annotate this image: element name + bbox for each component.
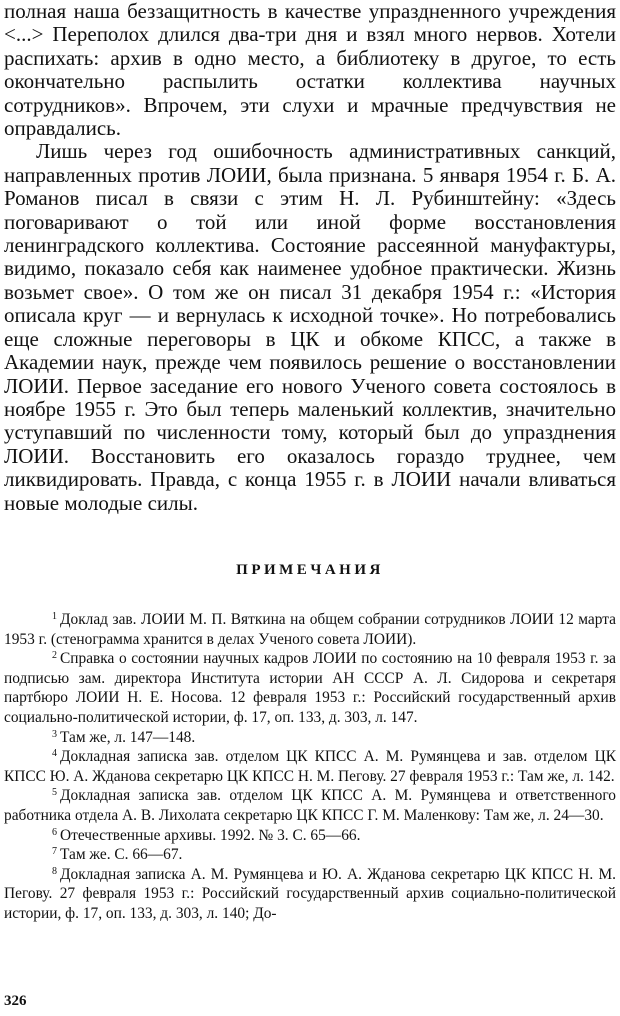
paragraph-continuation: полная наша беззащитность в качестве упраздненного учреждения <...> Переполох длился два-три дня и взял много нервов. Хотели распихать: архив в одно место, а библиотеку в другое, то есть окончательно распылить остатки коллектива научных сотрудников». Впрочем, эти слухи и мрачные предчувствия не оправдались. bbox=[4, 0, 616, 141]
paragraph: Лишь через год ошибочность административных санкций, направленных против ЛОИИ, была признана. 5 января 1954 г. Б. А. Романов писал в связи с этим Н. Л. Рубинштейну: «Здесь поговаривают о той или иной форме восстановления ленинградского коллектива. Состояние рассеянной мануфактуры, видимо, показало себя как наименее удобное практически. Жизнь возьмет свое». О том же он писал 31 декабря 1954 г.: «История описала круг — и вернулась к исходной точке». Но потребовались еще сложные переговоры в ЦК и обкоме КПСС, а также в Академии наук, прежде чем появилось решение о восстановлении ЛОИИ. Первое заседание его нового Ученого совета состоялось в ноябре 1955 г. Это был теперь маленький коллектив, значительно уступавший по численности тому, который был до упразднения ЛОИИ. Восстановить его оказалось гораздо труднее, чем ликвидировать. Правда, с конца 1955 г. в ЛОИИ начали вливаться новые молодые силы. bbox=[4, 139, 616, 515]
notes-heading: ПРИМЕЧАНИЯ bbox=[236, 562, 384, 578]
note-text: Справка о состоянии научных кадров ЛОИИ по состоянию на 10 февраля 1953 г. за подписью зам. директора Института истории АН СССР А. Л. Сидорова и секретаря партбюро ЛОИИ Н. Е. Носова. 12 февраля 1953 г.: Российский государственный архив социально-политической истории, ф. 17, оп. 133, д. 303, л. 147. bbox=[4, 650, 616, 726]
note-number: 8 bbox=[52, 865, 57, 877]
note-item bbox=[4, 826, 616, 846]
note-item bbox=[4, 728, 616, 748]
book-page bbox=[2, 0, 618, 1016]
note-text: Там же. С. 66—67. bbox=[60, 846, 183, 864]
note-text: Докладная записка А. М. Румянцева и Ю. А. Жданова секретарю ЦК КПСС Н. М. Пегову. 27 февраля 1953 г.: Российский государственный архив социально-политической истории, ф. 17, оп. 133, д. 303, л. 140; До- bbox=[4, 865, 616, 922]
note-text: Отечественные архивы. 1992. № 3. С. 65—66. bbox=[60, 826, 361, 844]
note-number: 4 bbox=[52, 748, 57, 760]
note-text: Там же, л. 147—148. bbox=[60, 728, 196, 746]
page-number: 326 bbox=[4, 993, 27, 1009]
note-item bbox=[4, 610, 616, 649]
note-number: 1 bbox=[52, 611, 57, 622]
note-number: 2 bbox=[52, 650, 57, 662]
note-item bbox=[4, 747, 616, 786]
note-item bbox=[4, 649, 616, 727]
main-text bbox=[4, 0, 616, 515]
note-item bbox=[4, 865, 616, 924]
note-text: Доклад зав. ЛОИИ М. П. Вяткина на общем собрании сотрудников ЛОИИ 12 марта 1953 г. (стенограмма хранится в делах Ученого совета ЛОИИ). bbox=[4, 611, 616, 648]
note-number: 7 bbox=[52, 846, 57, 858]
note-item bbox=[4, 786, 616, 825]
note-number: 3 bbox=[52, 728, 57, 740]
notes-list bbox=[4, 610, 616, 924]
note-text: Докладная записка зав. отделом ЦК КПСС А. М. Румянцева и ответственного работника отдела А. В. Лихолата секретарю ЦК КПСС Г. М. Маленкову: Там же, л. 24—30. bbox=[4, 787, 616, 824]
note-number: 6 bbox=[52, 826, 57, 838]
note-text: Докладная записка зав. отделом ЦК КПСС А. М. Румянцева и зав. отделом ЦК КПСС Ю. А. Жданова секретарю ЦК КПСС Н. М. Пегову. 27 февраля 1953 г.: Там же, л. 142. bbox=[4, 748, 616, 785]
note-number: 5 bbox=[52, 787, 57, 799]
note-item bbox=[4, 845, 616, 865]
